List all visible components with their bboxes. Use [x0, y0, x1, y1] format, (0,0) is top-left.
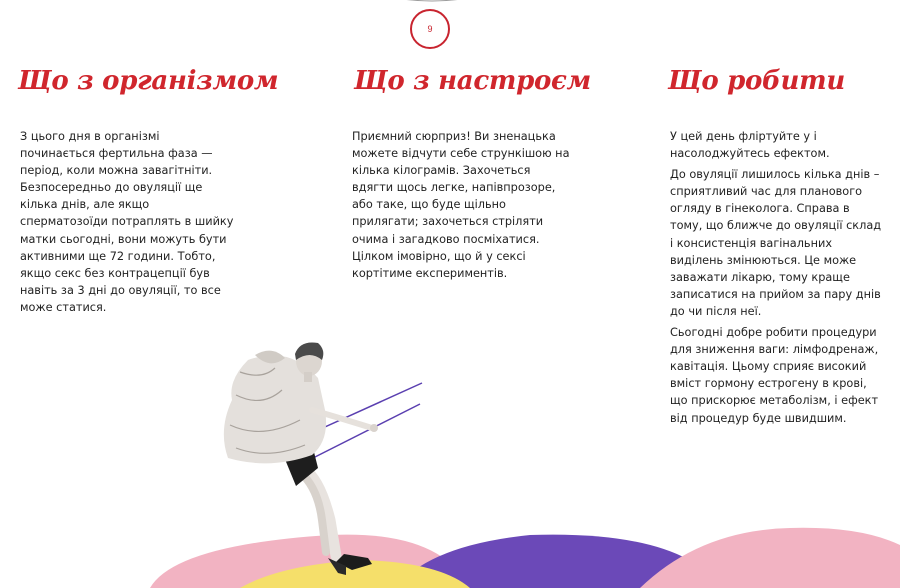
mood-title: Що з настроєм — [354, 66, 591, 96]
todo-title: Що робити — [668, 66, 845, 96]
page-number: 9 — [427, 24, 433, 34]
todo-paragraph: У цей день фліртуйте у і насолоджуйтесь ефектом. — [670, 130, 830, 161]
organism-paragraph: З цього дня в організмі починається фертильна фаза — період, коли можна завагітніти. Безпосередньо до овуляції ще кілька днів, але якщо сперматозоїди потраплять в шийку матки сьогодні, вони можуть бути активними ще 72 години. Тобто, якщо секс без контрацепції був навіть за 3 дні до овуляції, то все може статися. — [20, 130, 234, 314]
todo-paragraph: До овуляції лишилось кілька днів – сприятливий час для планового огляду в гінеколога. Справа в тому, що ближче до овуляції склад і консистенція вагінальних виділень змінюються. Це може заважати лікарю, тому краще записатися на прийом за пару днів до чи після неї. — [670, 168, 882, 318]
organism-title: Що з організмом — [18, 66, 279, 96]
mood-paragraph: Приємний сюрприз! Ви зненацька можете відчути себе стрункішою на кілька кілограмів. Захочеться вдягти щось легке, напівпрозоре, або таке, що буде щільно прилягати; захочеться стріляти очима і загадково посміхатися. Цілком імовірно, що й у сексі кортітиме експериментів. — [352, 130, 570, 280]
todo-paragraph: Сьогодні добре робити процедури для зниження ваги: лімфодренаж, кавітація. Цьому сприяє високий вміст гормону естрогену в крові, що прискорює метаболізм, і ефект від процедур буде швидшим. — [670, 326, 879, 425]
